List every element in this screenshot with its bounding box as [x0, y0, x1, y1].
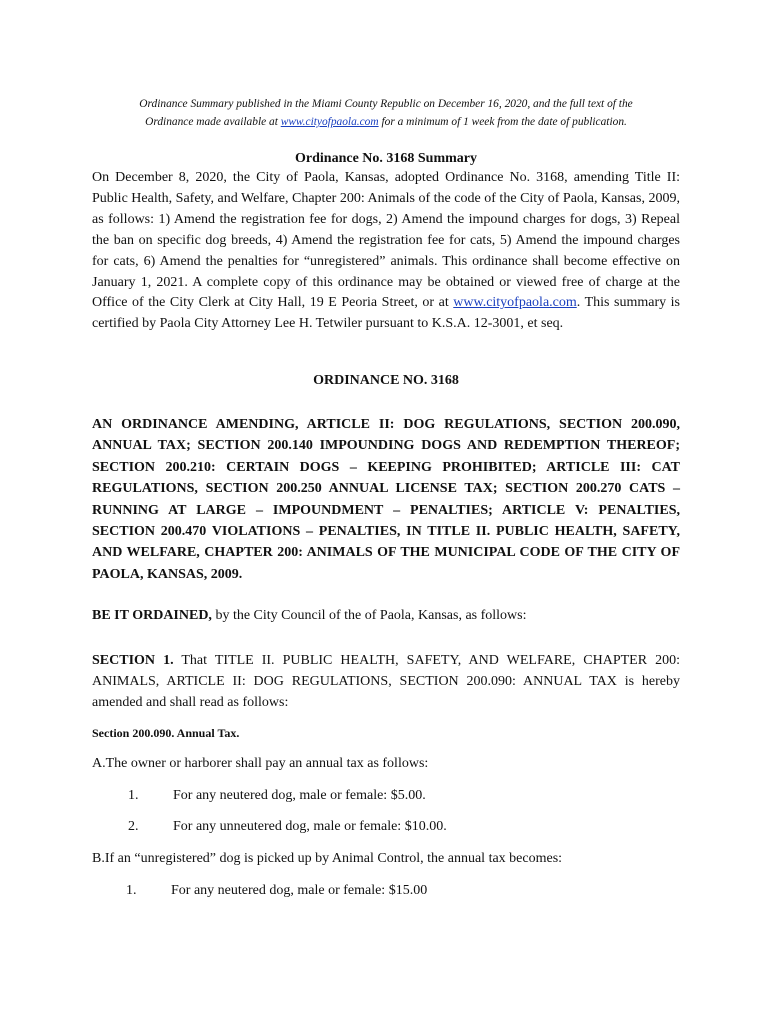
list-item-number: 1.	[126, 883, 137, 898]
section-1-label: SECTION 1.	[92, 653, 174, 668]
enacting-clause	[92, 606, 680, 626]
paragraph-b: B.If an “unregistered” dog is picked up by Animal Control, the annual tax becomes:	[92, 851, 563, 866]
list-item-number: 1.	[128, 788, 139, 803]
enacting-clause-text: by the City Council of the of Paola, Kansas, as follows:	[211, 608, 527, 623]
summary-body	[92, 168, 680, 335]
summary-website-link[interactable]: www.cityofpaola.com	[453, 295, 577, 311]
ordinance-heading: ORDINANCE NO. 3168	[313, 373, 459, 388]
ordinance-title: AN ORDINANCE AMENDING, ARTICLE II: DOG REGULATIONS, SECTION 200.090, ANNUAL TAX; SECTION 200.140 IMPOUNDING DOGS AND REDEMPTION THEREOF; SECTION 200.210: CERTAIN DOGS – KEEPING PROHIBITED; ARTICLE III: CAT REGULATIONS, SECTION 200.250 ANNUAL LICENSE TAX; SECTION 200.270 CATS – RUNNING AT LARGE – IMPOUNDMENT – PENALTIES; ARTICLE V: PENALTIES, SECTION 200.470 VIOLATIONS – PENALTIES, IN TITLE II. PUBLIC HEALTH, SAFETY, AND WELFARE, CHAPTER 200: ANIMALS OF THE MUNICIPAL CODE OF THE CITY OF PAOLA, KANSAS, 2009.	[92, 417, 680, 582]
section-1	[92, 650, 680, 713]
list-item	[128, 786, 648, 806]
publication-notice-line2-end: for a minimum of 1 week from the date of publication.	[378, 116, 627, 128]
summary-title: Ordinance No. 3168 Summary	[295, 151, 477, 166]
publication-notice-line2-start: Ordinance made available at	[145, 116, 281, 128]
enacting-clause-bold: BE IT ORDAINED,	[92, 608, 212, 623]
list-item	[126, 881, 646, 901]
list-item	[128, 817, 648, 837]
section-1-text: That TITLE II. PUBLIC HEALTH, SAFETY, AND WELFARE, CHAPTER 200: ANIMALS, ARTICLE II: DOG REGULATIONS, SECTION 200.090: ANNUAL TAX is hereby amended and shall read as follows:	[92, 653, 681, 710]
city-website-link[interactable]: www.cityofpaola.com	[280, 116, 379, 128]
publication-notice	[92, 95, 680, 131]
summary-body-end: . This summary is certified by Paola City Attorney Lee H. Tetwiler pursuant to K.S.A. 12-3001, et seq.	[92, 295, 680, 332]
section-200-090-heading: Section 200.090. Annual Tax.	[92, 726, 240, 740]
paragraph-a: A.The owner or harborer shall pay an annual tax as follows:	[92, 756, 429, 771]
list-item-text: For any unneutered dog, male or female: $10.00.	[173, 819, 447, 834]
publication-notice-line1: Ordinance Summary published in the Miami County Republic on December 16, 2020, and the full text of the	[139, 98, 633, 110]
list-item-text: For any neutered dog, male or female: $15.00	[171, 883, 428, 898]
summary-body-text: On December 8, 2020, the City of Paola, Kansas, adopted Ordinance No. 3168, amending Title II: Public Health, Safety, and Welfare, Chapter 200: Animals of the code of the City of Paola, Kansas, 2009, as follows: 1) Amend the registration fee for dogs, 2) Amend the impound charges for dogs, 3) Repeal the ban on specific dog breeds, 4) Amend the registration fee for cats, 5) Amend the impound charges for cats, 6) Amend the penalties for “unregistered” animals. This ordinance shall become effective on January 1, 2021. A complete copy of this ordinance may be obtained or viewed free of charge at the Office of the City Clerk at City Hall, 19 E Peoria Street, or at	[92, 170, 680, 311]
list-item-number: 2.	[128, 819, 139, 834]
list-item-text: For any neutered dog, male or female: $5.00.	[173, 788, 426, 803]
